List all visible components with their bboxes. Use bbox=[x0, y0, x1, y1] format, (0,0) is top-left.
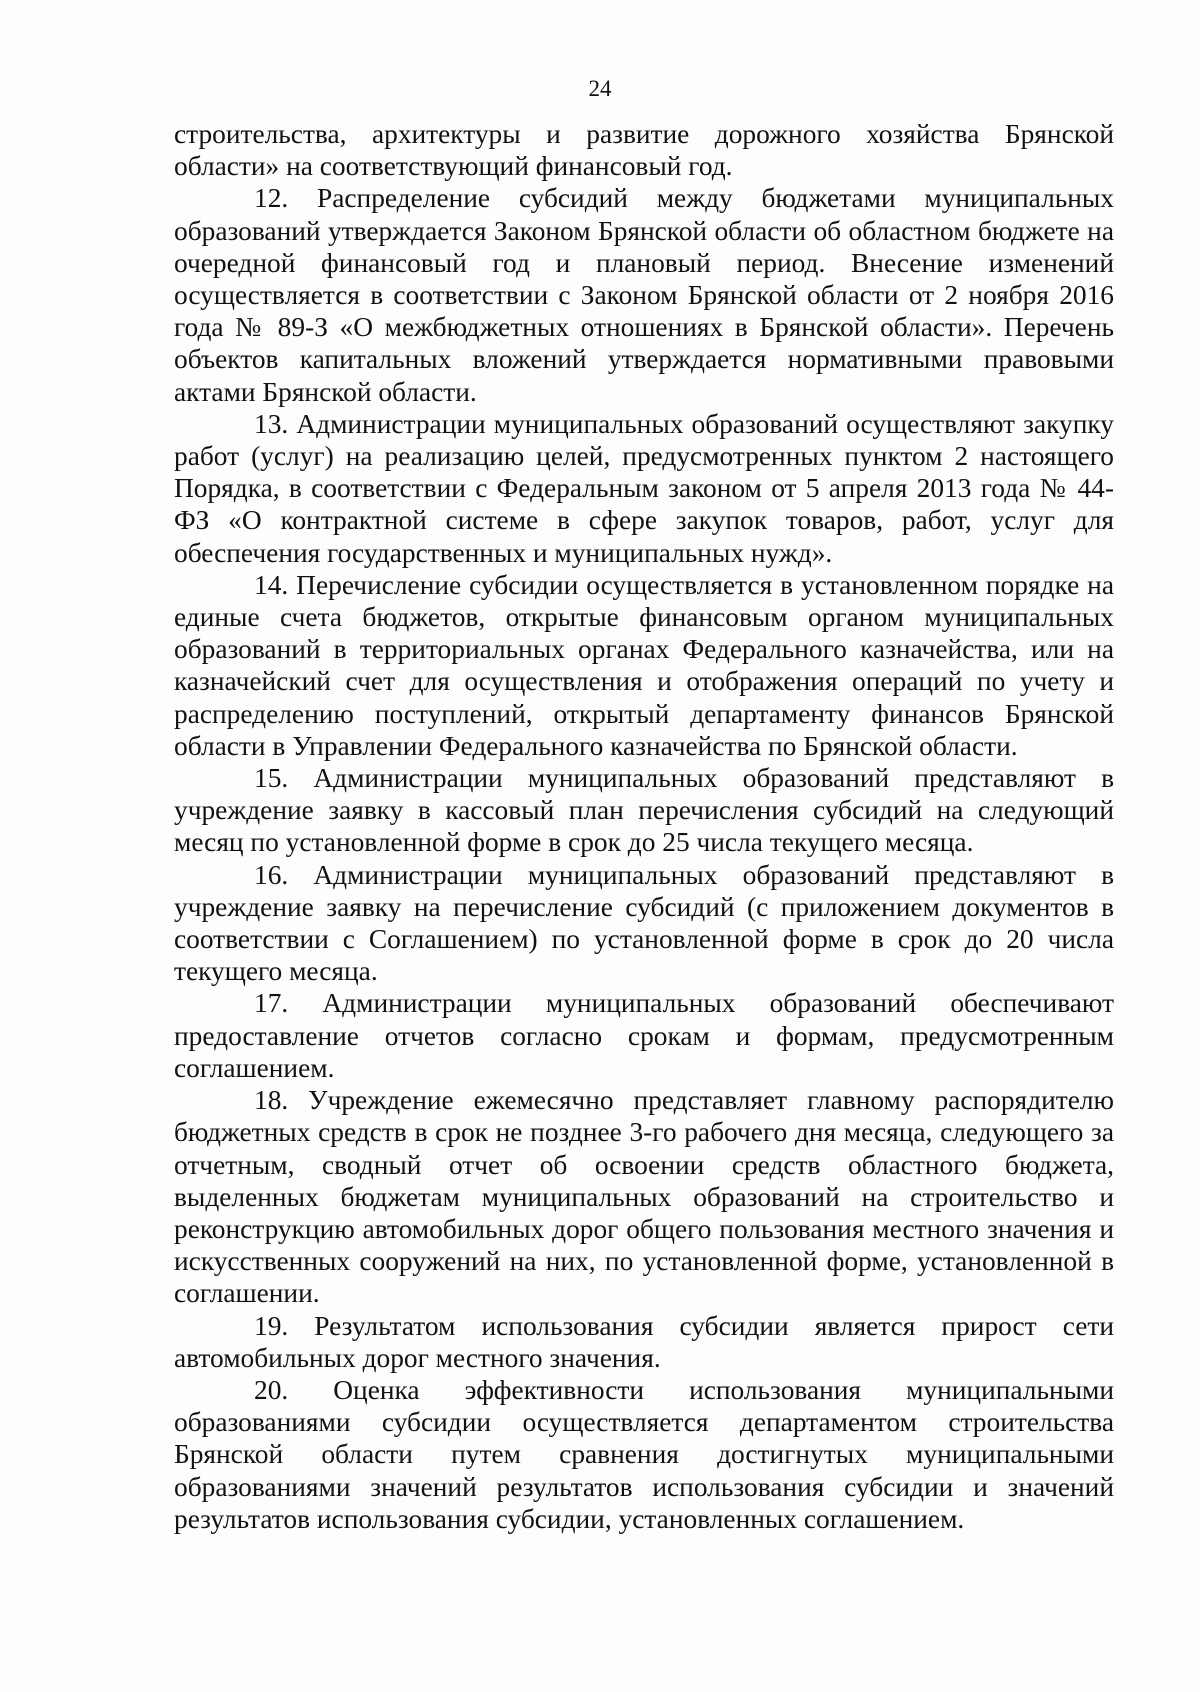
paragraph-15: 15. Администрации муниципальных образований представляют в учреждение заявку в кассовый план перечисления субсидий на следующий месяц по установленной форме в срок до 25 числа текущего месяца. bbox=[174, 763, 1114, 858]
paragraph-19: 19. Результатом использования субсидии является прирост сети автомобильных дорог местного значения. bbox=[174, 1310, 1114, 1373]
paragraph-18: 18. Учреждение ежемесячно представляет главному распорядителю бюджетных средств в срок не позднее 3-го рабочего дня месяца, следующего за отчетным, сводный отчет об освоении средств областного бюджета, выделенных бюджетам муниципальных образований на строительство и реконструкцию автомобильных дорог общего пользования местного значения и искусственных сооружений на них, по установленной форме, установленной в соглашении. bbox=[174, 1085, 1114, 1309]
paragraph-20: 20. Оценка эффективности использования муниципальными образованиями субсидии осуществляется департаментом строительства Брянской области путем сравнения достигнутых муниципальными образованиями значений результатов использования субсидии и значений результатов использования субсидии, установленных соглашением. bbox=[174, 1374, 1114, 1534]
paragraph-14: 14. Перечисление субсидии осуществляется в установленном порядке на единые счета бюджетов, открытые финансовым органом муниципальных образований в территориальных органах Федерального казначейства, или на казначейский счет для осуществления и отображения операций по учету и распределению поступлений, открытый департаменту финансов Брянской области в Управлении Федерального казначейства по Брянской области. bbox=[174, 569, 1114, 761]
paragraph-17: 17. Администрации муниципальных образований обеспечивают предоставление отчетов согласно срокам и формам, предусмотренным соглашением. bbox=[174, 988, 1114, 1083]
paragraph-16: 16. Администрации муниципальных образований представляют в учреждение заявку на перечисление субсидий (с приложением документов в соответствии с Соглашением) по установленной форме в срок до 20 числа текущего месяца. bbox=[174, 859, 1114, 987]
paragraph-13: 13. Администрации муниципальных образований осуществляют закупку работ (услуг) на реализацию целей, предусмотренных пунктом 2 настоящего Порядка, в соответствии с Федеральным законом от 5 апреля 2013 года № 44-ФЗ «О контрактной системе в сфере закупок товаров, работ, услуг для обеспечения государственных и муниципальных нужд». bbox=[174, 408, 1114, 568]
page-number: 24 bbox=[588, 76, 612, 101]
paragraph-12: 12. Распределение субсидий между бюджетами муниципальных образований утверждается Законом Брянской области об областном бюджете на очередной финансовый год и плановый период. Внесение изменений осуществляется в соответствии с Законом Брянской области от 2 ноября 2016 года № 89-З «О межбюджетных отношениях в Брянской области». Перечень объектов капитальных вложений утверждается нормативными правовыми актами Брянской области. bbox=[174, 183, 1114, 407]
document-body bbox=[174, 118, 1114, 1535]
paragraph-continuation: строительства, архитектуры и развитие дорожного хозяйства Брянской области» на соответствующий финансовый год. bbox=[174, 119, 1114, 182]
